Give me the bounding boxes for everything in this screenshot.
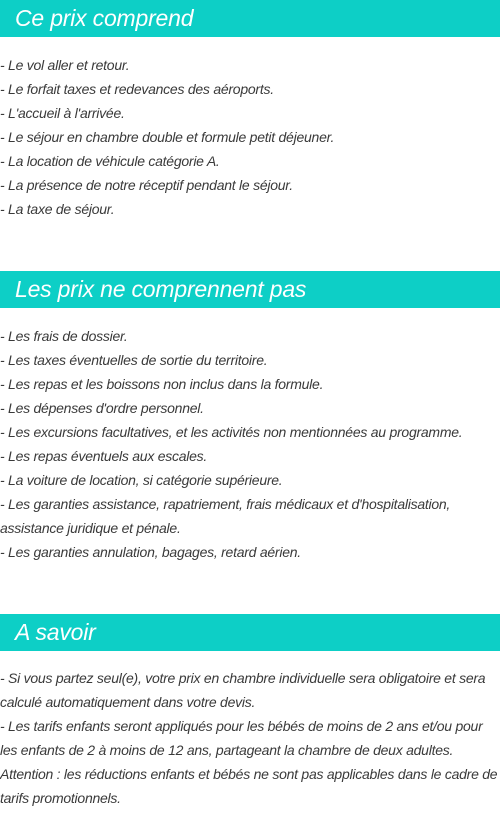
section-title-good-to-know: A savoir: [0, 614, 500, 651]
list-item: Attention : les réductions enfants et bébés ne sont pas applicables dans le cadre de tarifs promotionnels.: [0, 766, 498, 806]
section-title-included: Ce prix comprend: [0, 0, 500, 37]
list-item: - Les excursions facultatives, et les activités non mentionnées au programme.: [0, 424, 463, 440]
list-item: - Les frais de dossier.: [0, 328, 128, 344]
section-title-not-included: Les prix ne comprennent pas: [0, 271, 500, 308]
list-item: - Le séjour en chambre double et formule petit déjeuner.: [0, 129, 335, 145]
list-item: - Les repas éventuels aux escales.: [0, 448, 208, 464]
list-item: - Les dépenses d'ordre personnel.: [0, 400, 204, 416]
included-list: [0, 53, 500, 221]
list-item: - Si vous partez seul(e), votre prix en chambre individuelle sera obligatoire et sera calculé automatiquement dans votre devis.: [0, 670, 486, 710]
list-item: - La présence de notre réceptif pendant le séjour.: [0, 177, 293, 193]
list-item: - Le forfait taxes et redevances des aéroports.: [0, 81, 274, 97]
list-item: - Les garanties assistance, rapatriement, frais médicaux et d'hospitalisation, assistance juridique et pénale.: [0, 496, 451, 536]
list-item: - La taxe de séjour.: [0, 201, 115, 217]
good-to-know-list: [0, 666, 500, 810]
list-item: - Les repas et les boissons non inclus dans la formule.: [0, 376, 324, 392]
not-included-list: [0, 324, 500, 564]
list-item: - Le vol aller et retour.: [0, 57, 130, 73]
list-item: - L'accueil à l'arrivée.: [0, 105, 125, 121]
list-item: - Les garanties annulation, bagages, retard aérien.: [0, 544, 301, 560]
list-item: - Les tarifs enfants seront appliqués pour les bébés de moins de 2 ans et/ou pour les enfants de 2 à moins de 12 ans, partageant la chambre de deux adultes.: [0, 718, 483, 758]
list-item: - La location de véhicule catégorie A.: [0, 153, 220, 169]
list-item: - Les taxes éventuelles de sortie du territoire.: [0, 352, 268, 368]
list-item: - La voiture de location, si catégorie supérieure.: [0, 472, 283, 488]
